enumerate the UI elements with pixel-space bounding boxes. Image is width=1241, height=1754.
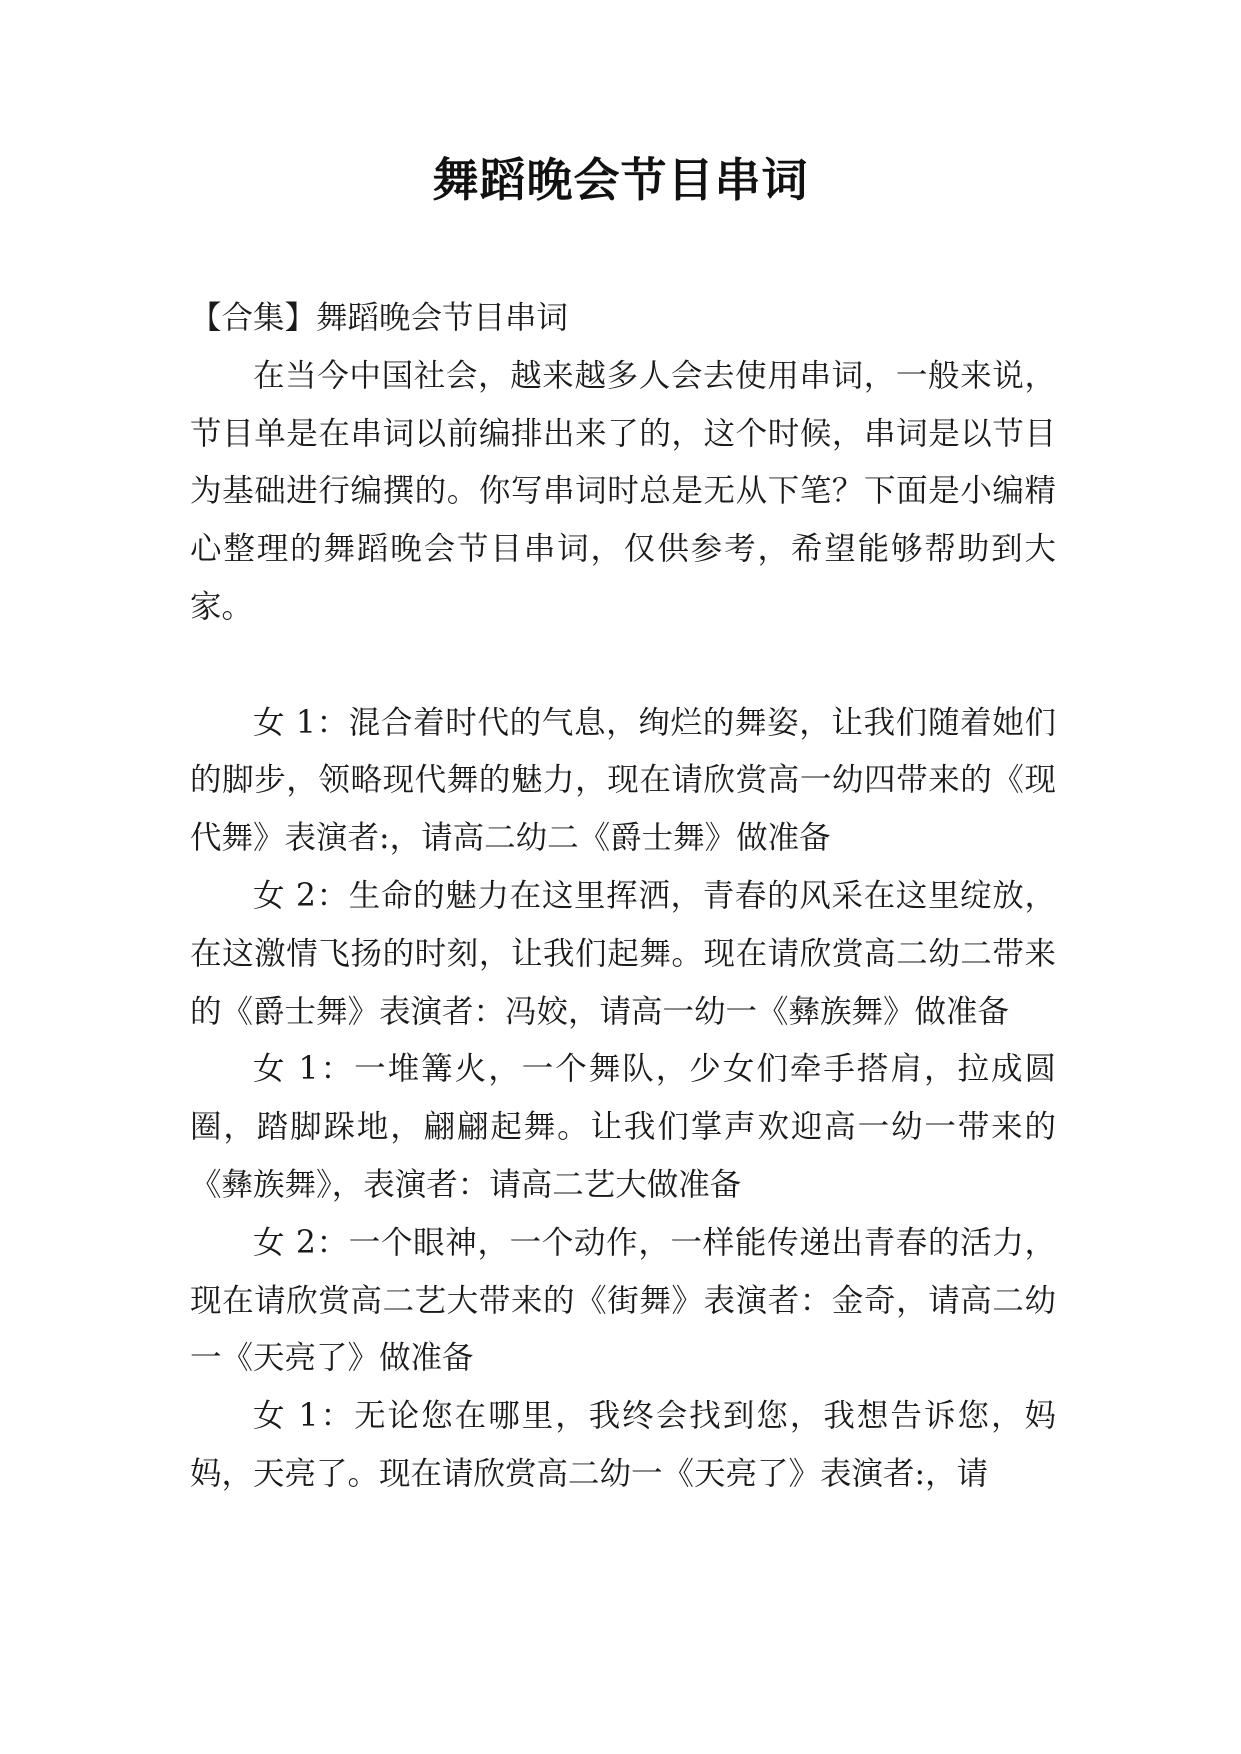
script-paragraph: 女 1：混合着时代的气息，绚烂的舞姿，让我们随着她们的脚步，领略现代舞的魅力，现在请欣赏高一幼四带来的《现代舞》表演者:，请高二幼二《爵士舞》做准备 <box>190 704 1056 857</box>
script-paragraph: 女 1：无论您在哪里，我终会找到您，我想告诉您，妈妈，天亮了。现在请欣赏高二幼一《天亮了》表演者:，请 <box>190 1398 1056 1492</box>
paragraph-spacer <box>190 637 1056 695</box>
document-title: 舞蹈晚会节目串词 <box>432 153 809 207</box>
script-paragraph: 女 2：生命的魅力在这里挥洒，青春的风采在这里绽放，在这激情飞扬的时刻，让我们起舞。现在请欣赏高二幼二带来的《爵士舞》表演者：冯姣，请高一幼一《彝族舞》做准备 <box>190 877 1056 1030</box>
document-body <box>190 290 1056 1504</box>
heading-line: 【合集】舞蹈晚会节目串词 <box>190 300 569 336</box>
script-paragraph: 女 2：一个眼神，一个动作，一样能传递出青春的活力，现在请欣赏高二艺大带来的《街舞》表演者：金奇，请高二幼一《天亮了》做准备 <box>190 1224 1056 1377</box>
intro-paragraph: 在当今中国社会，越来越多人会去使用串词，一般来说，节目单是在串词以前编排出来了的，这个时候，串词是以节目为基础进行编撰的。你写串词时总是无从下笔？下面是小编精心整理的舞蹈晚会节目串词，仅供参考，希望能够帮助到大家。 <box>190 357 1056 625</box>
script-paragraph: 女 1：一堆篝火，一个舞队，少女们牵手搭肩，拉成圆圈，踏脚跺地，翩翩起舞。让我们掌声欢迎高一幼一带来的《彝族舞》，表演者：请高二艺大做准备 <box>190 1051 1056 1203</box>
